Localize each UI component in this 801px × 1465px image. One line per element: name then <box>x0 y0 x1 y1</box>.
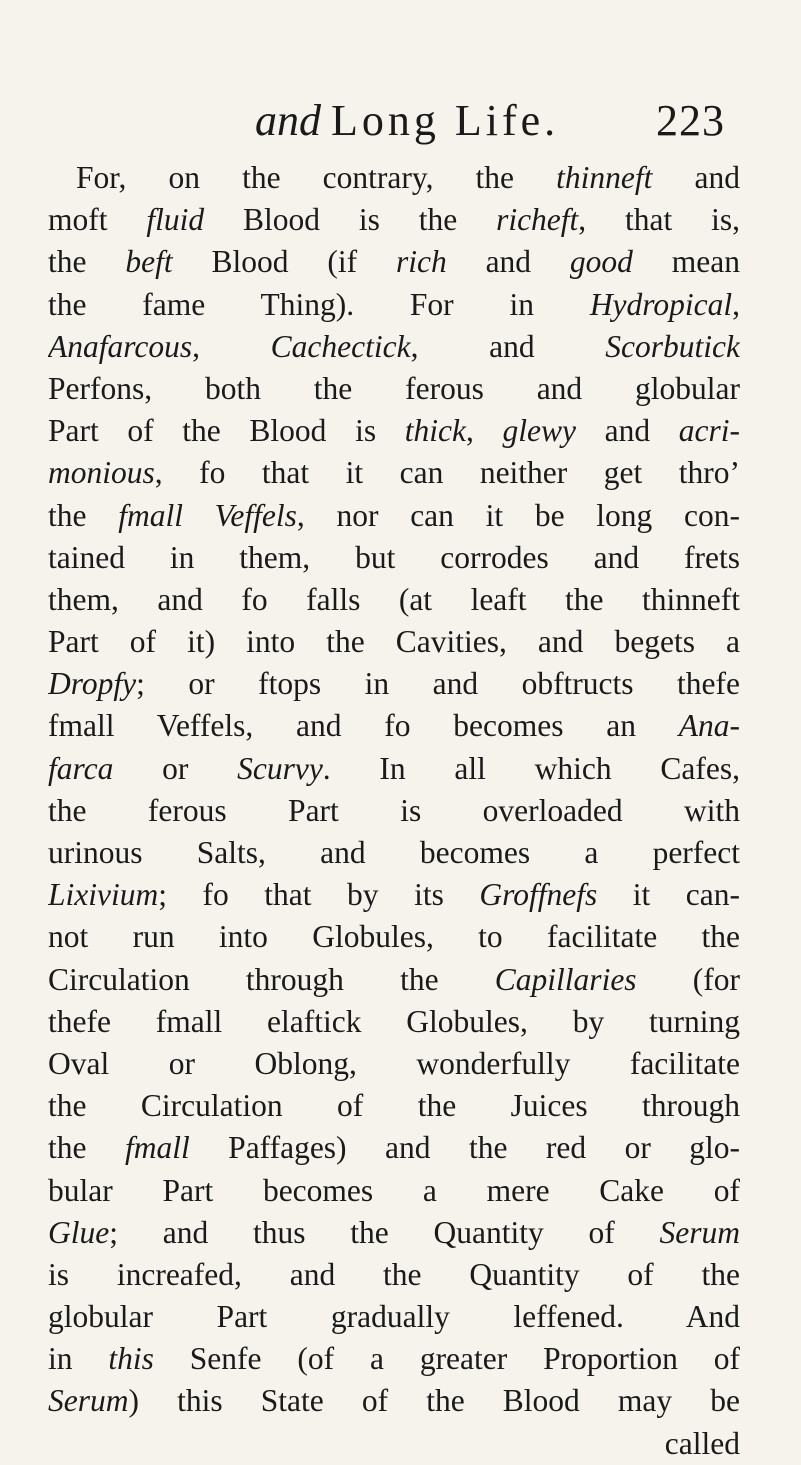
roman-text: and <box>575 413 679 449</box>
roman-text: fmall Veffels, and fo becomes an <box>48 708 679 744</box>
roman-text: ) this State of the Blood may be <box>128 1383 740 1419</box>
italic-text: Groffnefs <box>479 877 598 913</box>
italic-text: Lixivium <box>48 877 159 913</box>
roman-text: Senfe (of a greater Proportion of <box>153 1341 740 1377</box>
roman-text: ; or ftops in and obftructs thefe <box>136 666 740 702</box>
text-line <box>48 579 740 621</box>
text-line <box>48 790 740 832</box>
roman-text: Blood (if <box>172 244 396 280</box>
text-line <box>48 874 740 916</box>
roman-text: , <box>732 286 740 322</box>
roman-text: the <box>48 1130 125 1166</box>
roman-text: and <box>652 160 740 195</box>
roman-text: globular Part gradually leffened. And <box>48 1299 740 1335</box>
roman-text: , nor can it be long con- <box>296 497 740 533</box>
italic-text: this <box>108 1341 154 1377</box>
body-text <box>48 157 740 1465</box>
italic-text: Scorbutick <box>605 328 740 364</box>
text-line <box>48 621 740 663</box>
roman-text: the ferous Part is overloaded with <box>48 792 740 828</box>
roman-text: mean <box>632 244 740 280</box>
page-number: 223 <box>656 96 725 145</box>
roman-text: moft <box>48 202 147 238</box>
roman-text: Part of it) into the Cavities, and begets a <box>48 624 740 660</box>
roman-text: thefe fmall elaftick Globules, by turning <box>48 1003 740 1039</box>
roman-text: or <box>113 750 238 786</box>
text-line <box>48 1423 740 1465</box>
italic-text: monious <box>48 455 155 491</box>
italic-text: richeft <box>496 202 579 238</box>
text-line <box>48 663 740 705</box>
text-line <box>48 199 740 241</box>
italic-text: fmall Veffels <box>118 497 297 533</box>
italic-text: Capillaries <box>494 961 637 997</box>
roman-text: them, and fo falls (at leaft the thinneft <box>48 581 740 617</box>
italic-text: good <box>569 244 633 280</box>
italic-text: Serum <box>659 1214 740 1250</box>
roman-text: and <box>446 244 570 280</box>
text-line <box>48 368 740 410</box>
text-line <box>48 1001 740 1043</box>
roman-text: the Circulation of the Juices through <box>48 1088 740 1124</box>
text-line <box>48 284 740 326</box>
roman-text: is increafed, and the Quantity of the <box>48 1256 740 1292</box>
roman-text: tained in them, but corrodes and frets <box>48 539 740 575</box>
running-head-and: and <box>255 96 321 145</box>
roman-text: called <box>664 1425 740 1461</box>
italic-text: fluid <box>146 202 205 238</box>
italic-text: Anafarcous <box>48 328 193 364</box>
roman-text: urinous Salts, and becomes a perfect <box>48 835 740 870</box>
text-line <box>48 1085 740 1127</box>
italic-text: Ana- <box>678 708 740 744</box>
italic-text: Hydropical <box>589 286 733 322</box>
text-line <box>48 832 740 874</box>
text-line <box>48 452 740 494</box>
roman-text: bular Part becomes a mere Cake of <box>48 1172 740 1208</box>
italic-text: Dropfy <box>48 666 137 702</box>
roman-text: , <box>192 328 271 364</box>
roman-text: Blood is the <box>204 202 497 238</box>
text-line <box>48 537 740 579</box>
roman-text: . In all which Cafes, <box>322 750 740 786</box>
roman-text: ; fo that by its <box>158 877 480 913</box>
text-line <box>48 916 740 958</box>
italic-text: Cachectick <box>270 328 411 364</box>
roman-text: (for <box>636 961 740 997</box>
italic-text: beft <box>125 244 173 280</box>
italic-text: glewy <box>502 413 576 449</box>
roman-text: For, on the contrary, the <box>76 160 557 195</box>
roman-text: , that is, <box>578 202 740 238</box>
text-line <box>48 241 740 283</box>
italic-text: farca <box>48 750 114 786</box>
text-line <box>48 1212 740 1254</box>
roman-text: Paffages) and the red or glo- <box>189 1130 740 1166</box>
roman-text: Part of the Blood is <box>48 413 405 449</box>
roman-text: , fo that it can neither get thro’ <box>154 455 740 491</box>
italic-text: Scurvy <box>237 750 323 786</box>
text-line <box>48 705 740 747</box>
roman-text: Oval or Oblong, wonderfully facilitate <box>48 1045 740 1081</box>
text-line <box>48 1127 740 1169</box>
roman-text: the <box>48 244 126 280</box>
text-line <box>48 157 740 199</box>
text-line <box>48 495 740 537</box>
roman-text: Circulation through the <box>48 961 495 997</box>
roman-text: , <box>465 413 503 449</box>
roman-text: in <box>48 1341 109 1377</box>
italic-text: Serum <box>48 1383 129 1419</box>
italic-text: thinneft <box>556 160 653 195</box>
text-line <box>48 1254 740 1296</box>
running-head <box>255 95 725 147</box>
italic-text: rich <box>395 244 447 280</box>
roman-text: ; and thus the Quantity of <box>109 1214 660 1250</box>
text-line <box>48 1296 740 1338</box>
italic-text: thick <box>404 413 466 449</box>
roman-text: it can- <box>597 877 740 913</box>
italic-text: acri- <box>678 413 740 449</box>
text-line <box>48 1338 740 1380</box>
running-head-title: Long Life. <box>331 96 560 145</box>
roman-text: the fame Thing). For in <box>48 286 590 322</box>
roman-text: not run into Globules, to facilitate the <box>48 919 740 955</box>
text-line <box>48 1043 740 1085</box>
text-line <box>48 959 740 1001</box>
text-line <box>48 326 740 368</box>
text-line <box>48 410 740 452</box>
text-line <box>48 748 740 790</box>
roman-text: Perfons, both the ferous and globular <box>48 370 740 406</box>
roman-text: the <box>48 497 119 533</box>
italic-text: Glue <box>48 1214 110 1250</box>
text-line <box>48 1170 740 1212</box>
text-line <box>48 1380 740 1422</box>
roman-text: , and <box>410 328 606 364</box>
italic-text: fmall <box>124 1130 190 1166</box>
